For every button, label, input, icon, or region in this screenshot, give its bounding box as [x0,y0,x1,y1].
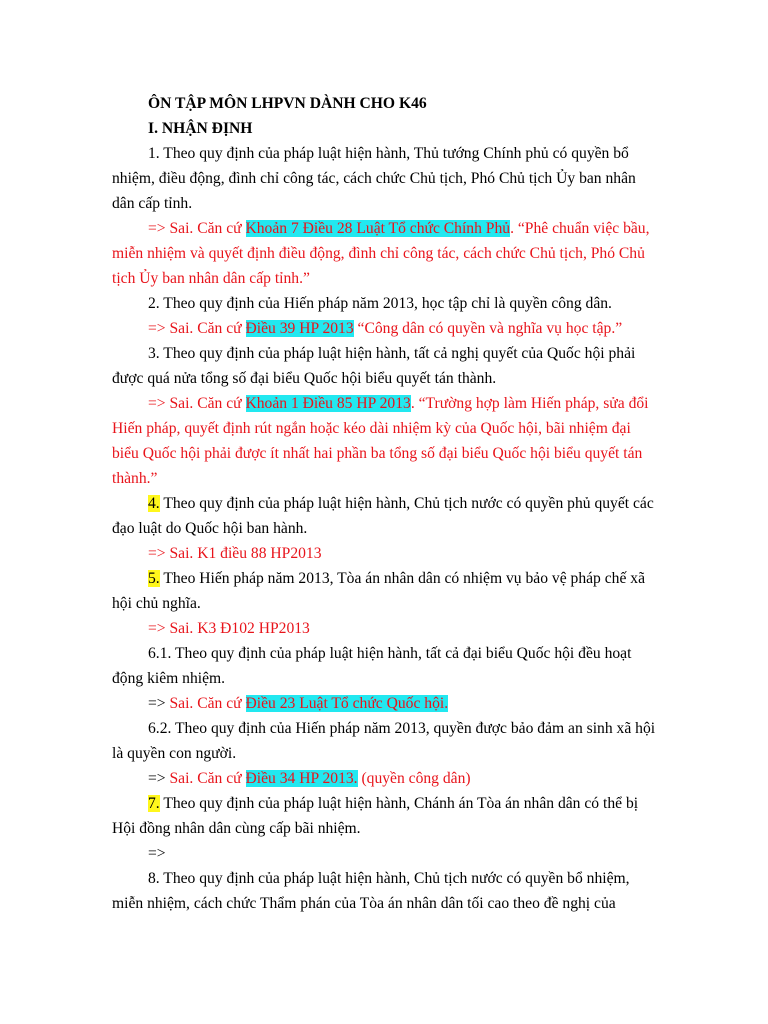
answer-2-prefix: => Sai. Căn cứ [148,320,246,337]
answer-6-2-note: (quyền công dân) [357,770,471,787]
question-4-line-1 [148,494,654,514]
question-5-text: Theo Hiến pháp năm 2013, Tòa án nhân dân có nhiệm vụ bảo vệ pháp chế xã [159,570,645,587]
question-7-line-1 [148,794,638,814]
answer-1-quote-start: . “Phê chuẩn việc bầu, [510,220,650,237]
question-2-line-1: 2. Theo quy định của Hiến pháp năm 2013, học tập chỉ là quyền công dân. [148,295,612,312]
question-5-line-1 [148,569,645,589]
question-3-line-2: được quá nửa tổng số đại biểu Quốc hội biểu quyết tán thành. [112,370,497,387]
question-4-number: 4. [148,495,160,512]
section-heading: I. NHẬN ĐỊNH [148,120,253,137]
answer-3-legal-reference: Khoản 1 Điều 85 HP 2013 [245,395,411,412]
answer-1-line-3: tịch Ủy ban nhân dân cấp tỉnh.” [112,270,310,287]
question-1-line-2: nhiệm, điều động, đình chỉ công tác, cách chức Chủ tịch, Phó Chủ tịch Ủy ban nhân [112,170,636,187]
answer-7: => [148,845,166,862]
question-1-line-1: 1. Theo quy định của pháp luật hiện hành, Thủ tướng Chính phủ có quyền bổ [148,145,629,162]
question-6-1-line-2: động kiêm nhiệm. [112,670,226,687]
question-6-1-line-1: 6.1. Theo quy định của pháp luật hiện hành, tất cả đại biểu Quốc hội đều hoạt [148,645,632,662]
answer-1-prefix: => Sai. Căn cứ [148,220,246,237]
answer-1-line-1 [148,219,650,239]
answer-6-1-legal-reference: Điều 23 Luật Tổ chức Quốc hội. [245,695,449,712]
answer-4: => Sai. K1 điều 88 HP2013 [148,545,322,562]
question-5-number: 5. [148,570,160,587]
answer-5: => Sai. K3 Đ102 HP2013 [148,620,310,637]
question-6-2-line-1: 6.2. Theo quy định của Hiến pháp năm 2013, quyền được bảo đảm an sinh xã hội [148,720,656,737]
question-4-line-2: đạo luật do Quốc hội ban hành. [112,520,308,537]
answer-3-line-3: biểu Quốc hội phải được ít nhất hai phần ba tổng số đại biểu Quốc hội biểu quyết tán [112,445,643,462]
answer-6-2 [148,769,471,789]
question-7-number: 7. [148,795,160,812]
answer-2-line-1 [148,319,622,339]
answer-6-2-arrow: => [148,770,170,787]
answer-3-line-1 [148,394,649,414]
question-7-text: Theo quy định của pháp luật hiện hành, Chánh án Tòa án nhân dân có thể bị [159,795,639,812]
answer-2-quote: “Công dân có quyền và nghĩa vụ học tập.” [353,320,623,337]
answer-3-quote-start: . “Trường hợp làm Hiến pháp, sửa đổi [410,395,649,412]
question-6-2-line-2: là quyền con người. [112,745,237,762]
question-5-line-2: hội chủ nghĩa. [112,595,201,612]
question-7-line-2: Hội đồng nhân dân cùng cấp bãi nhiệm. [112,820,361,837]
answer-3-line-4: thành.” [112,470,158,487]
answer-1-line-2: miễn nhiệm và quyết định điều động, đình chỉ công tác, cách chức Chủ tịch, Phó Chủ [112,245,645,262]
answer-3-line-2: Hiến pháp, quyết định rút ngắn hoặc kéo dài nhiệm kỳ của Quốc hội, bãi nhiệm đại [112,420,631,437]
document-title: ÔN TẬP MÔN LHPVN DÀNH CHO K46 [148,95,427,112]
question-1-line-3: dân cấp tỉnh. [112,195,193,212]
answer-6-1-arrow: => [148,695,170,712]
answer-6-2-verdict: Sai. Căn cứ [169,770,246,787]
answer-6-1 [148,694,448,714]
question-3-line-1: 3. Theo quy định của pháp luật hiện hành, tất cả nghị quyết của Quốc hội phải [148,345,636,362]
answer-6-1-verdict: Sai. Căn cứ [169,695,246,712]
question-8-line-2: miễn nhiệm, cách chức Thẩm phán của Tòa án nhân dân tối cao theo đề nghị của [112,895,616,912]
answer-6-2-legal-reference: Điều 34 HP 2013. [245,770,358,787]
question-4-text: Theo quy định của pháp luật hiện hành, Chủ tịch nước có quyền phủ quyết các [159,495,654,512]
answer-3-prefix: => Sai. Căn cứ [148,395,246,412]
question-8-line-1: 8. Theo quy định của pháp luật hiện hành, Chủ tịch nước có quyền bổ nhiệm, [148,870,630,887]
answer-1-legal-reference: Khoản 7 Điều 28 Luật Tổ chức Chính Phủ [245,220,511,237]
answer-2-legal-reference: Điều 39 HP 2013 [245,320,354,337]
